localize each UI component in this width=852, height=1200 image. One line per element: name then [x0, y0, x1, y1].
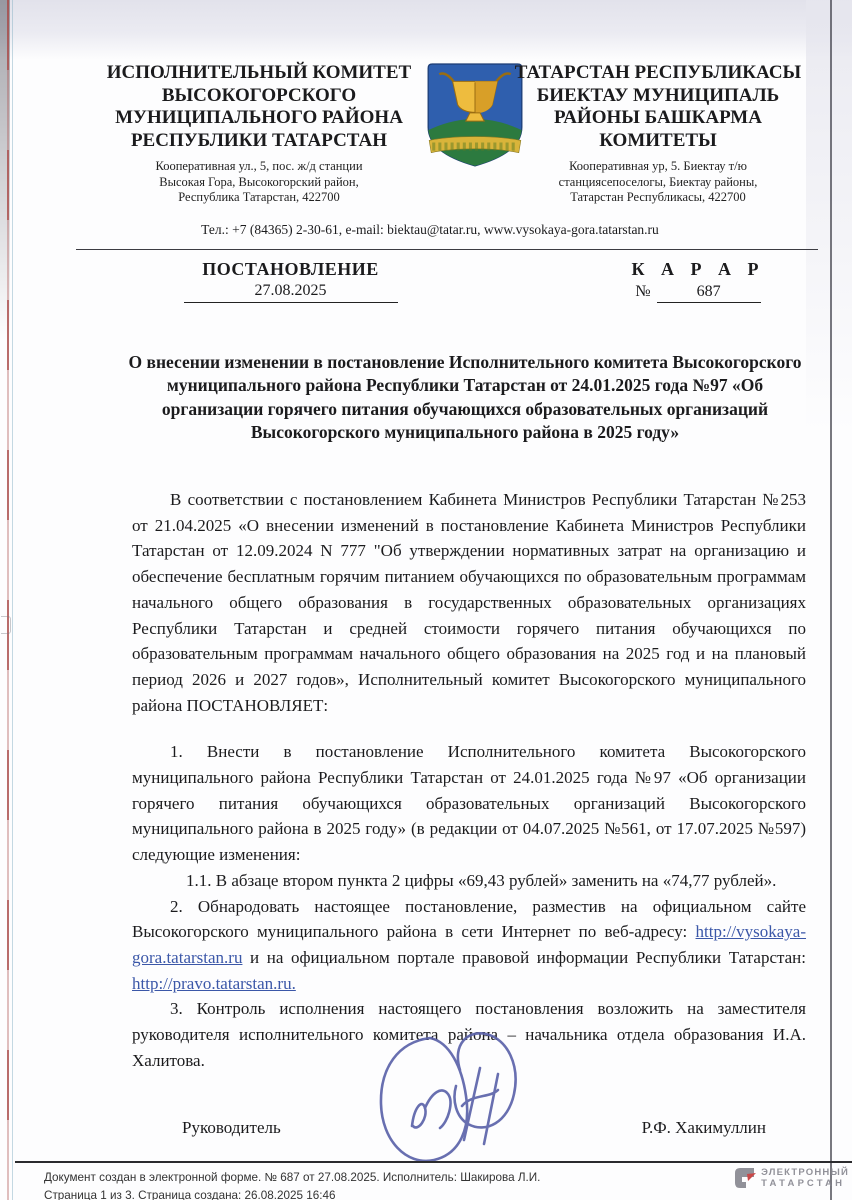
address-line: станциясепоселогы, Биектау районы,: [558, 174, 758, 189]
electronic-tatarstan-glyph: [733, 1166, 757, 1190]
doc-type-label: К А Р А Р: [631, 259, 765, 279]
item-1-1-paragraph: 1.1. В абзаце втором пункта 2 цифры «69,43 рублей» заменить на «74,77 рублей».: [186, 870, 777, 890]
org-name-line: ВЫСОКОГОРСКОГО: [161, 84, 357, 106]
org-name-tatar: [512, 62, 804, 206]
site-link-pravo-tatarstan[interactable]: http://pravo.tatarstan.ru.: [132, 973, 296, 993]
contact-line: Тел.: +7 (84365) 2-30-61, e-mail: biektau@tatar.ru, www.vysokaya-gora.tatarstan.ru: [201, 222, 659, 237]
doc-number: 687: [657, 283, 761, 303]
electronic-tatarstan-logo: [733, 1166, 849, 1190]
scan-top-shade: [0, 0, 852, 60]
site-link-vysokaya-gora[interactable]: http://vysokaya-gora.tatarstan.ru: [132, 922, 806, 967]
org-name-russian: [80, 62, 438, 206]
org-name-line: ИСПОЛНИТЕЛЬНЫЙ КОМИТЕТ: [106, 62, 412, 83]
preamble-paragraph: В соответствии с постановлением Кабинета Министров Республики Татарстан №253 от 21.04.2025 «О внесении изменений в постановление Кабинета Министров Республики Татарстан от 12.09.2024 N 777 "Об утверждении нормативных затрат на организацию и обеспечение бесплатным горячим питанием обучающихся по образовательным программам начального общего образования в государственных образовательных организациях Республики Татарстан и средней стоимости горячего питания обучающихся по образовательным программам начального общего образования на 2025 год и на плановый период 2026 и 2027 годов», Исполнительный комитет Высокогорского муниципального района ПОСТАНОВЛЯЕТ:: [132, 490, 806, 715]
address-line: Республика Татарстан, 422700: [178, 190, 340, 204]
number-sign: №: [635, 283, 651, 300]
document-body: [132, 487, 806, 1073]
date-underline: [184, 302, 398, 303]
doc-number-row: [598, 283, 798, 303]
doc-type-block-tatar: [598, 259, 798, 303]
address-line: Кооперативная ул., 5, пос. ж/д станции: [155, 159, 363, 173]
address-line: Татарстан Республикасы, 422700: [570, 190, 746, 204]
doc-type-block-russian: [168, 259, 413, 303]
logo-text: [761, 1167, 849, 1189]
signer-name: Р.Ф. Хакимуллин: [641, 1118, 766, 1137]
document-title: О внесении изменении в постановление Исполнительного комитета Высокогорского муниципального района Республики Татарстан от 24.01.2025 года №97 «Об организации горячего питания обучающихся образовательных организаций Высокогорского муниципального района в 2025 году»: [128, 352, 802, 442]
logo-text-line: ЭЛЕКТРОННЫЙ: [761, 1167, 849, 1178]
org-name-line: РАЙОНЫ БАШКАРМА: [554, 107, 762, 128]
org-name-line: БИЕКТАУ МУНИЦИПАЛЬ: [536, 84, 780, 106]
coat-of-arms-icon: [424, 62, 526, 172]
doc-date: 27.08.2025: [254, 282, 327, 299]
signature-row: [132, 1118, 806, 1138]
footer-divider: [15, 1161, 852, 1163]
item-2-paragraph: [132, 894, 806, 997]
org-name-line: ТАТАРСТАН РЕСПУБЛИКАСЫ: [514, 62, 802, 83]
footer-line-1: Документ создан в электронной форме. № 687 от 27.08.2025. Исполнитель: Шакирова Л.И.: [44, 1171, 541, 1184]
footer-line-2: Страница 1 из 3. Страница создана: 26.08.2025 16:46: [44, 1188, 336, 1200]
doc-type-label: ПОСТАНОВЛЕНИЕ: [202, 259, 379, 279]
scan-smudge: [1, 616, 11, 634]
scan-page-edge-line: [830, 0, 832, 1200]
footer-metadata: [44, 1169, 540, 1200]
signer-position: Руководитель: [182, 1118, 281, 1137]
org-name-line: КОМИТЕТЫ: [599, 129, 717, 151]
org-name-line: РЕСПУБЛИКИ ТАТАРСТАН: [130, 129, 388, 151]
scan-red-margin-line: [7, 0, 9, 1200]
org-address-russian: [80, 159, 438, 206]
scan-blue-margin-line: [12, 0, 14, 1200]
item-2-text: и на официальном портале правовой информации Республики Татарстан:: [242, 947, 806, 967]
org-name-line: МУНИЦИПАЛЬНОГО РАЙОНА: [115, 107, 403, 128]
logo-text-line: ТАТАРСТАН: [761, 1178, 846, 1189]
item-1-paragraph: 1. Внести в постановление Исполнительного комитета Высокогорского муниципального района Республики Татарстан от 24.01.2025 года №97 «Об организации горячего питания обучающихся образовательных организаций Высокогорского муниципального района в 2025 году» (в редакции от 04.07.2025 №561, от 17.07.2025 №597) следующие изменения:: [132, 742, 806, 865]
scan-right-shade: [806, 0, 852, 470]
org-address-tatar: [512, 159, 804, 206]
address-line: Кооперативная ур, 5. Биектау т/ю: [569, 159, 747, 173]
handwritten-signature-icon: [368, 1028, 526, 1176]
address-line: Высокая Гора, Высокогорский район,: [159, 174, 359, 189]
item-3-paragraph: 3. Контроль исполнения настоящего постановления возложить на заместителя руководителя исполнительного комитета района – начальника отдела образования И.А. Халитова.: [132, 999, 806, 1070]
item-2-text: 2. Обнародовать настоящее постановление, разместив на официальном сайте Высокогорского муниципального района в сети Интернет по веб-адресу:: [132, 896, 806, 942]
header-divider: [76, 249, 818, 250]
